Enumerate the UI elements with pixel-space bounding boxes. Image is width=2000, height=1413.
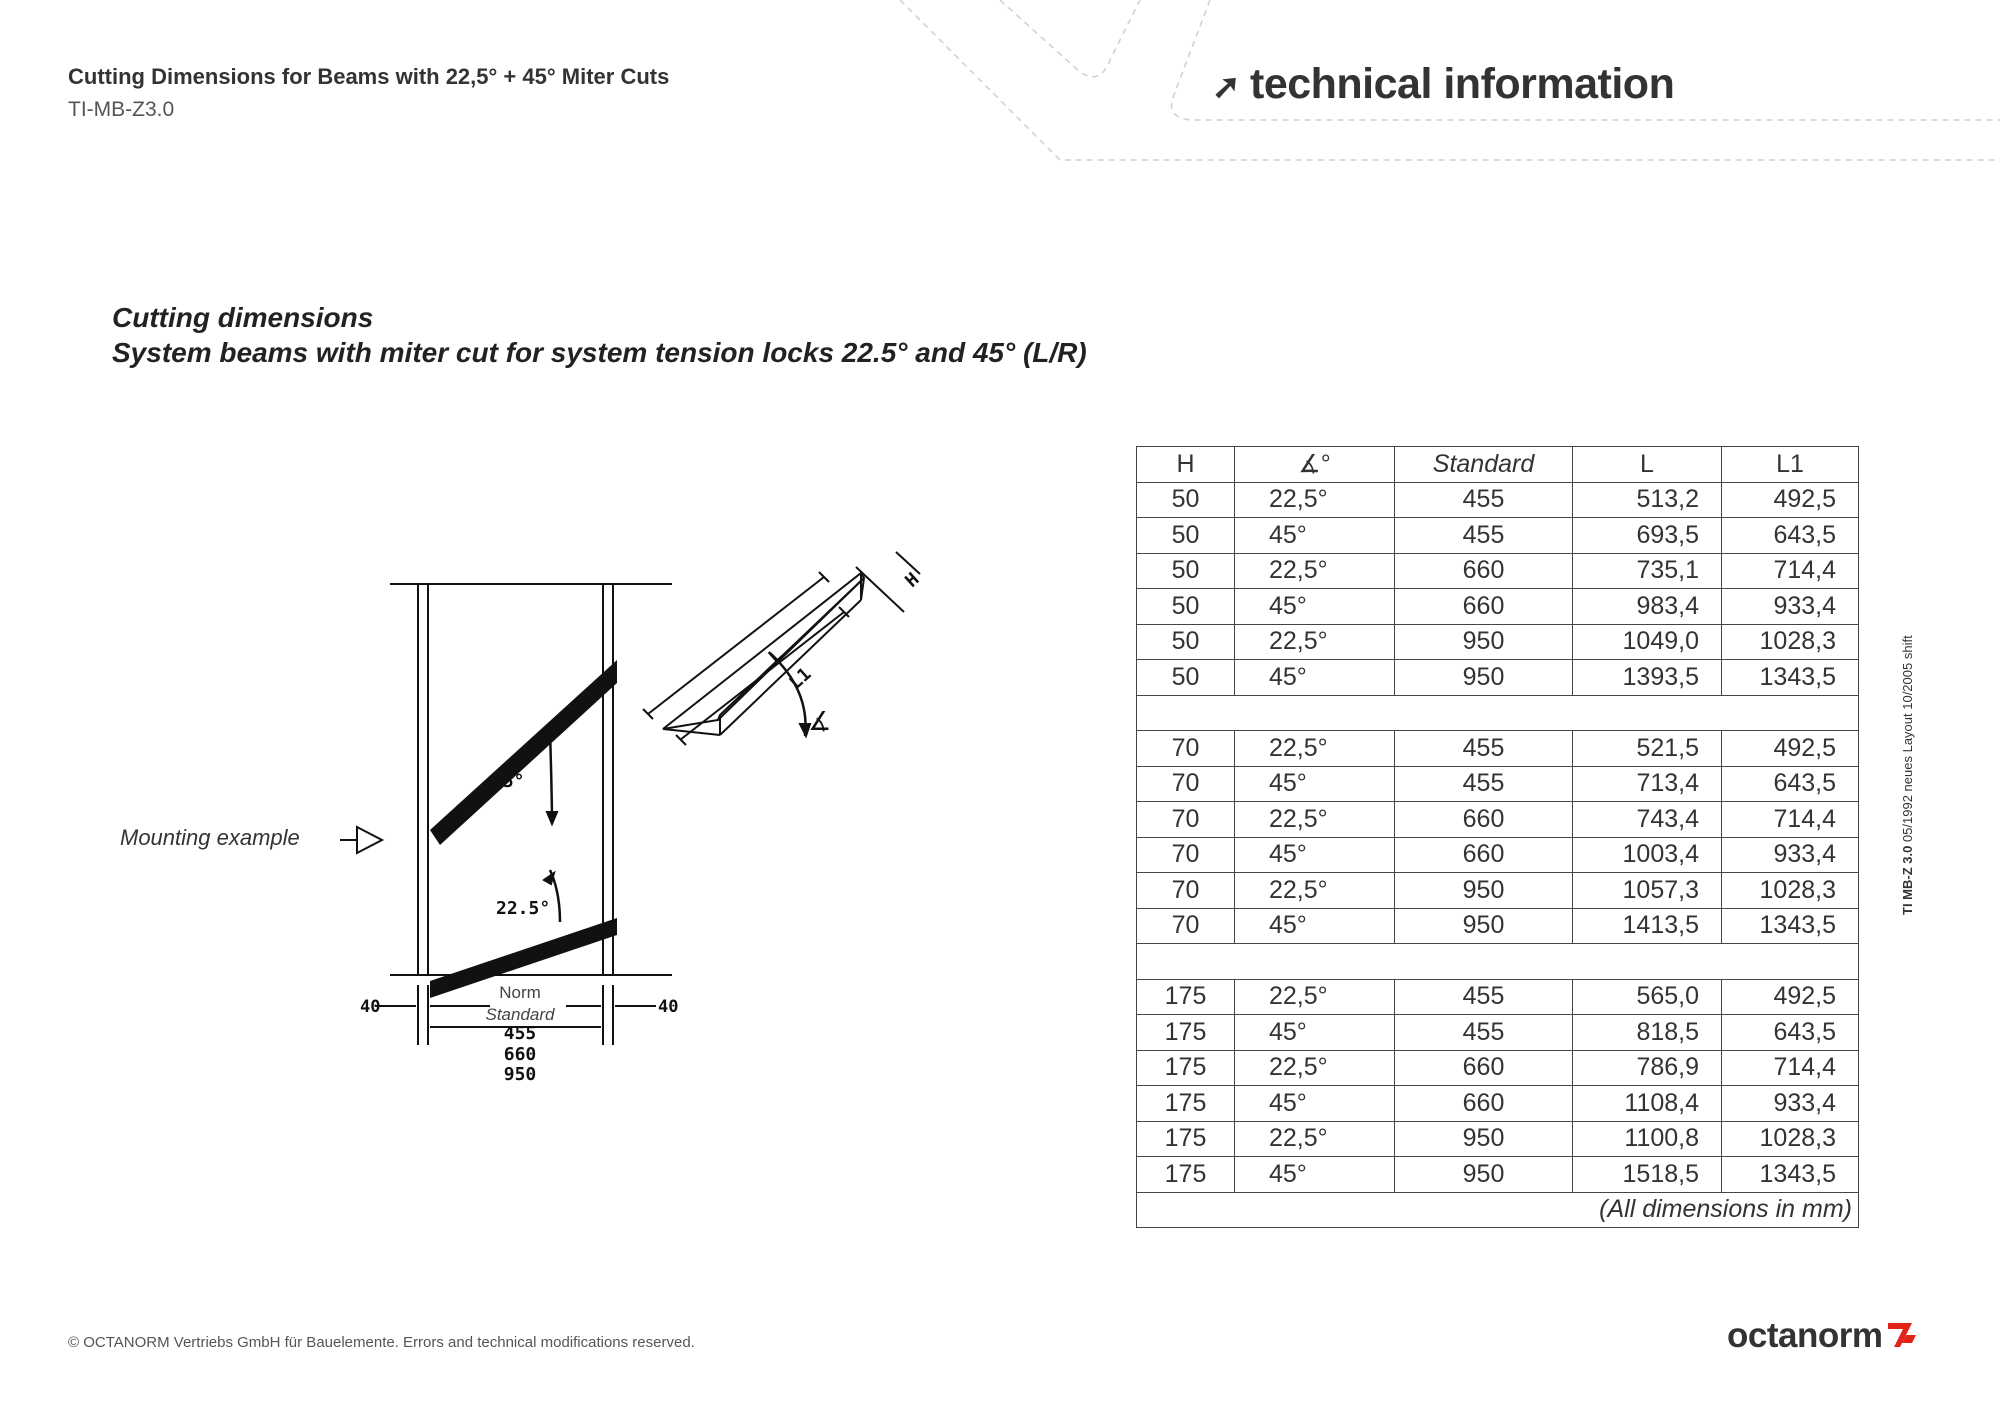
cell-h: 50: [1137, 660, 1235, 696]
cell-l1: 643,5: [1722, 766, 1859, 802]
table-row: [1137, 482, 1859, 518]
cell-l: 1049,0: [1573, 624, 1722, 660]
cell-h: 175: [1137, 979, 1235, 1015]
cell-angle: 45°: [1235, 1015, 1395, 1051]
cell-l1: 1028,3: [1722, 624, 1859, 660]
cell-standard: 455: [1395, 979, 1573, 1015]
cell-angle: 45°: [1235, 766, 1395, 802]
cell-h: 50: [1137, 553, 1235, 589]
cell-l: 693,5: [1573, 518, 1722, 554]
table-row: [1137, 1086, 1859, 1122]
table-group-separator: [1137, 695, 1859, 731]
cell-h: 70: [1137, 837, 1235, 873]
cell-angle: 45°: [1235, 518, 1395, 554]
document-title: Cutting Dimensions for Beams with 22,5° + 45° Miter Cuts: [68, 64, 670, 89]
document-code: TI-MB-Z3.0: [68, 98, 175, 121]
header-decoration: [0, 0, 2000, 200]
cell-h: 70: [1137, 731, 1235, 767]
table-row: [1137, 1157, 1859, 1193]
cell-l1: 714,4: [1722, 1050, 1859, 1086]
cell-h: 50: [1137, 518, 1235, 554]
separator-cell: [1137, 944, 1859, 980]
table-row: [1137, 1121, 1859, 1157]
cell-l: 713,4: [1573, 766, 1722, 802]
beam-label-l: L: [764, 644, 787, 668]
section-title-line1: Cutting dimensions: [112, 302, 374, 333]
cell-h: 70: [1137, 873, 1235, 909]
header-standard: Standard: [1395, 447, 1573, 483]
cell-standard: 455: [1395, 1015, 1573, 1051]
table-row: [1137, 766, 1859, 802]
cell-l1: 933,4: [1722, 589, 1859, 625]
cell-l1: 933,4: [1722, 837, 1859, 873]
cell-h: 175: [1137, 1086, 1235, 1122]
cell-h: 50: [1137, 624, 1235, 660]
cell-standard: 950: [1395, 624, 1573, 660]
cell-standard: 950: [1395, 908, 1573, 944]
dimensions-table: [1136, 446, 1859, 1228]
section-title-line2: System beams with miter cut for system tension locks 22.5° and 45° (L/R): [112, 337, 1087, 368]
standard-label: Standard: [485, 1005, 555, 1024]
cell-l: 1518,5: [1573, 1157, 1722, 1193]
cell-h: 50: [1137, 482, 1235, 518]
cell-h: 175: [1137, 1015, 1235, 1051]
angle-225-label: 22.5°: [496, 898, 551, 919]
norm-label: Norm: [499, 983, 541, 1002]
cell-l: 743,4: [1573, 802, 1722, 838]
cell-h: 70: [1137, 908, 1235, 944]
cell-angle: 22,5°: [1235, 979, 1395, 1015]
cell-l1: 643,5: [1722, 518, 1859, 554]
side-label: [1900, 635, 1915, 915]
table-row: [1137, 979, 1859, 1015]
cell-angle: 45°: [1235, 1157, 1395, 1193]
table-row: [1137, 660, 1859, 696]
cell-l1: 1343,5: [1722, 908, 1859, 944]
table-row: [1137, 802, 1859, 838]
angle-45-label: 45°: [492, 771, 525, 792]
cell-standard: 660: [1395, 1086, 1573, 1122]
table-row: [1137, 553, 1859, 589]
table-row: [1137, 731, 1859, 767]
cell-h: 175: [1137, 1121, 1235, 1157]
cell-l1: 1028,3: [1722, 873, 1859, 909]
cell-h: 175: [1137, 1157, 1235, 1193]
cell-angle: 22,5°: [1235, 624, 1395, 660]
cell-standard: 455: [1395, 731, 1573, 767]
cell-standard: 660: [1395, 837, 1573, 873]
cell-standard: 660: [1395, 589, 1573, 625]
table-row: [1137, 624, 1859, 660]
cell-l: 983,4: [1573, 589, 1722, 625]
cell-angle: 22,5°: [1235, 553, 1395, 589]
cell-h: 70: [1137, 766, 1235, 802]
cell-h: 70: [1137, 802, 1235, 838]
cell-l: 1003,4: [1573, 837, 1722, 873]
table-row: [1137, 589, 1859, 625]
header-l1: L1: [1722, 447, 1859, 483]
cell-standard: 660: [1395, 802, 1573, 838]
cell-l: 1057,3: [1573, 873, 1722, 909]
cell-angle: 22,5°: [1235, 873, 1395, 909]
cell-h: 175: [1137, 1050, 1235, 1086]
cell-standard: 950: [1395, 660, 1573, 696]
logo-text: octanorm: [1727, 1316, 1883, 1355]
cell-l: 818,5: [1573, 1015, 1722, 1051]
beam-label-h: H: [901, 568, 924, 592]
cell-l1: 643,5: [1722, 1015, 1859, 1051]
beam-label-l1: L1: [785, 663, 816, 694]
section-title: [112, 300, 1087, 370]
cell-l: 565,0: [1573, 979, 1722, 1015]
cell-standard: 455: [1395, 518, 1573, 554]
side-label-info: 05/1992 neues Layout 10/2005 shift: [1900, 635, 1915, 846]
cell-standard: 950: [1395, 1121, 1573, 1157]
cell-angle: 22,5°: [1235, 482, 1395, 518]
standard-value-455: 455: [503, 1023, 537, 1044]
octanorm-logo: [1727, 1316, 1920, 1356]
table-row: [1137, 873, 1859, 909]
table-group-separator: [1137, 944, 1859, 980]
cell-angle: 22,5°: [1235, 1050, 1395, 1086]
octanorm-logo-mark-icon: [1886, 1319, 1920, 1349]
cell-angle: 45°: [1235, 1086, 1395, 1122]
north-east-arrow-icon: ➚: [1212, 68, 1240, 106]
cell-angle: 45°: [1235, 660, 1395, 696]
footer-copyright: © OCTANORM Vertriebs GmbH für Bauelemente. Errors and technical modifications reserved.: [68, 1334, 695, 1351]
standard-value-950: 950: [503, 1064, 537, 1085]
cell-standard: 455: [1395, 766, 1573, 802]
table-note-row: [1137, 1192, 1859, 1228]
cell-angle: 22,5°: [1235, 1121, 1395, 1157]
mounting-example-label: Mounting example: [120, 825, 300, 850]
header-angle: ∡°: [1235, 447, 1395, 483]
cell-standard: 950: [1395, 873, 1573, 909]
cell-l1: 1343,5: [1722, 1157, 1859, 1193]
cell-l1: 492,5: [1722, 731, 1859, 767]
cell-angle: 45°: [1235, 837, 1395, 873]
cell-l: 521,5: [1573, 731, 1722, 767]
cell-l1: 1028,3: [1722, 1121, 1859, 1157]
technical-information-label: [1212, 60, 1674, 109]
cell-standard: 660: [1395, 553, 1573, 589]
separator-cell: [1137, 695, 1859, 731]
standard-value-660: 660: [503, 1044, 537, 1065]
cell-l: 1413,5: [1573, 908, 1722, 944]
cell-standard: 660: [1395, 1050, 1573, 1086]
cell-standard: 455: [1395, 482, 1573, 518]
cell-angle: 45°: [1235, 908, 1395, 944]
table-row: [1137, 908, 1859, 944]
dimension-left-label: 40: [360, 997, 381, 1017]
table-header-row: [1137, 447, 1859, 483]
header-l: L: [1573, 447, 1722, 483]
cell-l: 786,9: [1573, 1050, 1722, 1086]
table-note: (All dimensions in mm): [1137, 1192, 1859, 1228]
technical-information-text: technical information: [1250, 60, 1675, 108]
side-label-code: TI MB-Z 3.0: [1900, 845, 1915, 915]
cell-l1: 1343,5: [1722, 660, 1859, 696]
table-row: [1137, 1015, 1859, 1051]
cell-angle: 45°: [1235, 589, 1395, 625]
table-row: [1137, 837, 1859, 873]
cell-l: 1108,4: [1573, 1086, 1722, 1122]
cell-h: 50: [1137, 589, 1235, 625]
angle-symbol: ∡: [808, 707, 832, 737]
dimension-right-label: 40: [658, 997, 679, 1017]
cell-angle: 22,5°: [1235, 731, 1395, 767]
table-row: [1137, 518, 1859, 554]
cell-l1: 714,4: [1722, 802, 1859, 838]
cell-angle: 22,5°: [1235, 802, 1395, 838]
cell-standard: 950: [1395, 1157, 1573, 1193]
cell-l: 1393,5: [1573, 660, 1722, 696]
cell-l1: 492,5: [1722, 979, 1859, 1015]
mounting-drawing: [120, 540, 1020, 1100]
cell-l: 513,2: [1573, 482, 1722, 518]
cell-l1: 933,4: [1722, 1086, 1859, 1122]
cell-l1: 492,5: [1722, 482, 1859, 518]
cell-l1: 714,4: [1722, 553, 1859, 589]
cell-l: 1100,8: [1573, 1121, 1722, 1157]
cell-l: 735,1: [1573, 553, 1722, 589]
header-h: H: [1137, 447, 1235, 483]
table-row: [1137, 1050, 1859, 1086]
